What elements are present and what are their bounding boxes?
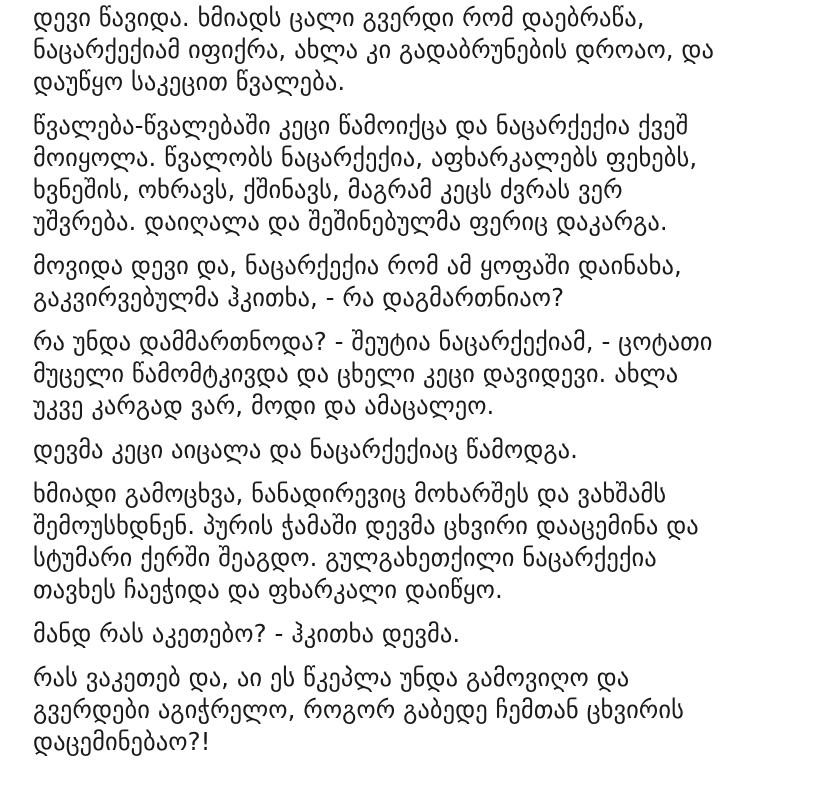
text-line: გაკვირვებულმა ჰკითხა, - რა დაგმართნიაო? [33,283,565,312]
text-line: უკვე კარგად ვარ, მოდი და ამაცალეო. [33,391,495,420]
text-line: მოიყოლა. წვალობს ნაცარქექია, აფხარკალებს ფეხებს, [33,143,698,172]
text-line: ხვნეშის, ოხრავს, ქშინავს, მაგრამ კეცს ძვრას ვერ [33,175,623,204]
paragraph-6 [33,478,806,606]
paragraph-3 [33,250,806,314]
text-line: მოვიდა დევი და, ნაცარქექია რომ ამ ყოფაში დაინახა, [33,251,682,280]
text-line: დაცემინებაო?! [33,727,211,756]
text-line: სტუმარი ქერში შეაგდო. გულგახეთქილი ნაცარქექია [33,543,657,572]
text-line: დევი წავიდა. ხმიადს ცალი გვერდი რომ დაებრაწა, [33,3,645,32]
text-line: რა უნდა დამმართნოდა? - შეუტია ნაცარქექიამ, - ცოტათი [33,327,713,356]
text-line: შემოუსხდნენ. პურის ჭამაში დევმა ცხვირი დააცემინა და [33,511,699,540]
text-line: თავხეს ჩაეჭიდა და ფხარკალი დაიწყო. [33,575,503,604]
text-line: ნაცარქექიამ იფიქრა, ახლა კი გადაბრუნების დროაო, და [33,35,715,64]
text-line: რას ვაკეთებ და, აი ეს წკეპლა უნდა გამოვიღო და [33,663,630,692]
paragraph-7 [33,618,806,650]
text-line: დაუწყო საკეცით წვალება. [33,67,346,96]
text-line: უშვრება. დაიღალა და შეშინებულმა ფერიც დაკარგა. [33,207,668,236]
text-line: გვერდები აგიჭრელო, როგორ გაბედე ჩემთან ცხვირის [33,695,684,724]
text-line: დევმა კეცი აიცალა და ნაცარქექიაც წამოდგა. [33,435,578,464]
paragraph-4 [33,326,806,422]
paragraph-8 [33,662,806,758]
paragraph-5 [33,434,806,466]
text-line: ხმიადი გამოცხვა, ნანადირევიც მოხარშეს და ვახშამს [33,479,667,508]
text-line: მანდ რას აკეთებო? - ჰკითხა დევმა. [33,619,461,648]
paragraph-2 [33,110,806,238]
text-line: მუცელი წამომტკივდა და ცხელი კეცი დავიდევი. ახლა [33,359,679,388]
paragraph-1 [33,2,806,98]
text-line: წვალება-წვალებაში კეცი წამოიქცა და ნაცარქექია ქვეშ [33,111,689,140]
